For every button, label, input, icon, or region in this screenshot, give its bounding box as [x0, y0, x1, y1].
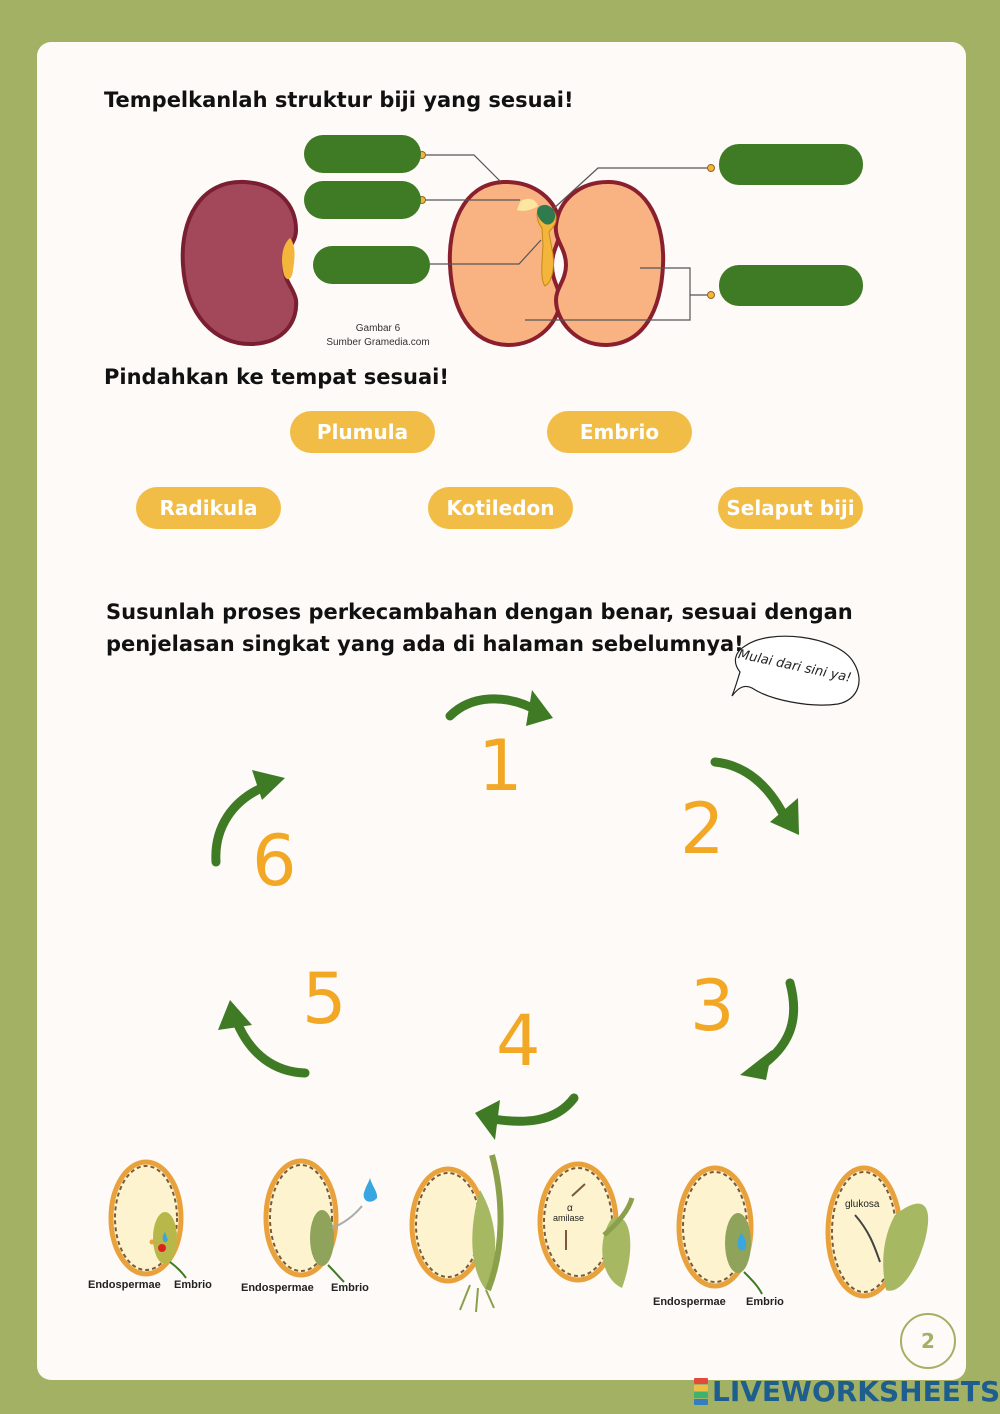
stage-d-amilase-label: amilase: [553, 1213, 585, 1223]
stage-image-e[interactable]: [679, 1168, 762, 1294]
brand-text: LIVEWORKSHEETS: [712, 1374, 1000, 1408]
step-number-3: 3: [690, 965, 735, 1047]
figure-caption-source: Sumber Gramedia.com: [326, 337, 430, 348]
brand-watermark: [694, 1374, 1000, 1408]
stage-f-glukosa-label: glukosa: [845, 1199, 880, 1210]
stage-a-embrio-label: Embrio: [174, 1279, 212, 1291]
chip-kotiledon[interactable]: Kotiledon: [428, 487, 573, 529]
page-number: 2: [900, 1313, 956, 1369]
stage-b-embrio-label: Embrio: [331, 1282, 369, 1294]
step-number-2: 2: [680, 788, 725, 870]
chip-radikula[interactable]: Radikula: [136, 487, 281, 529]
stage-e-endosperm-label: Endospermae: [653, 1296, 726, 1308]
step-number-4: 4: [496, 1000, 541, 1082]
stage-a-endosperm-label: Endospermae: [88, 1279, 161, 1291]
stage-b-endosperm-label: Endospermae: [241, 1282, 314, 1294]
section1-title: Tempelkanlah struktur biji yang sesuai!: [104, 88, 574, 112]
stage-image-c[interactable]: [412, 1155, 501, 1312]
stage-image-d[interactable]: [540, 1164, 632, 1288]
speech-bubble-text: Mulai dari sini ya!: [736, 647, 853, 686]
chip-plumula[interactable]: Plumula: [290, 411, 435, 453]
figure-caption-title: Gambar 6: [355, 323, 401, 334]
stage-image-b[interactable]: [266, 1161, 377, 1282]
section3-title-line1: Susunlah proses perkecambahan dengan benar, sesuai dengan: [106, 600, 853, 624]
section2-title: Pindahkan ke tempat sesuai!: [104, 365, 449, 389]
chip-embrio[interactable]: Embrio: [547, 411, 692, 453]
step-number-6: 6: [252, 820, 297, 902]
brand-logo-icon: [694, 1378, 708, 1405]
step-number-1: 1: [478, 725, 523, 807]
stage-image-a[interactable]: [111, 1162, 186, 1278]
chip-selaput-biji[interactable]: Selaput biji: [718, 487, 863, 529]
stage-e-embrio-label: Embrio: [746, 1296, 784, 1308]
stage-d-alpha-label: α: [567, 1203, 573, 1214]
section3-title-line2: penjelasan singkat yang ada di halaman sebelumnya!: [106, 632, 744, 656]
step-number-5: 5: [302, 958, 347, 1040]
stage-image-f[interactable]: [828, 1168, 928, 1296]
